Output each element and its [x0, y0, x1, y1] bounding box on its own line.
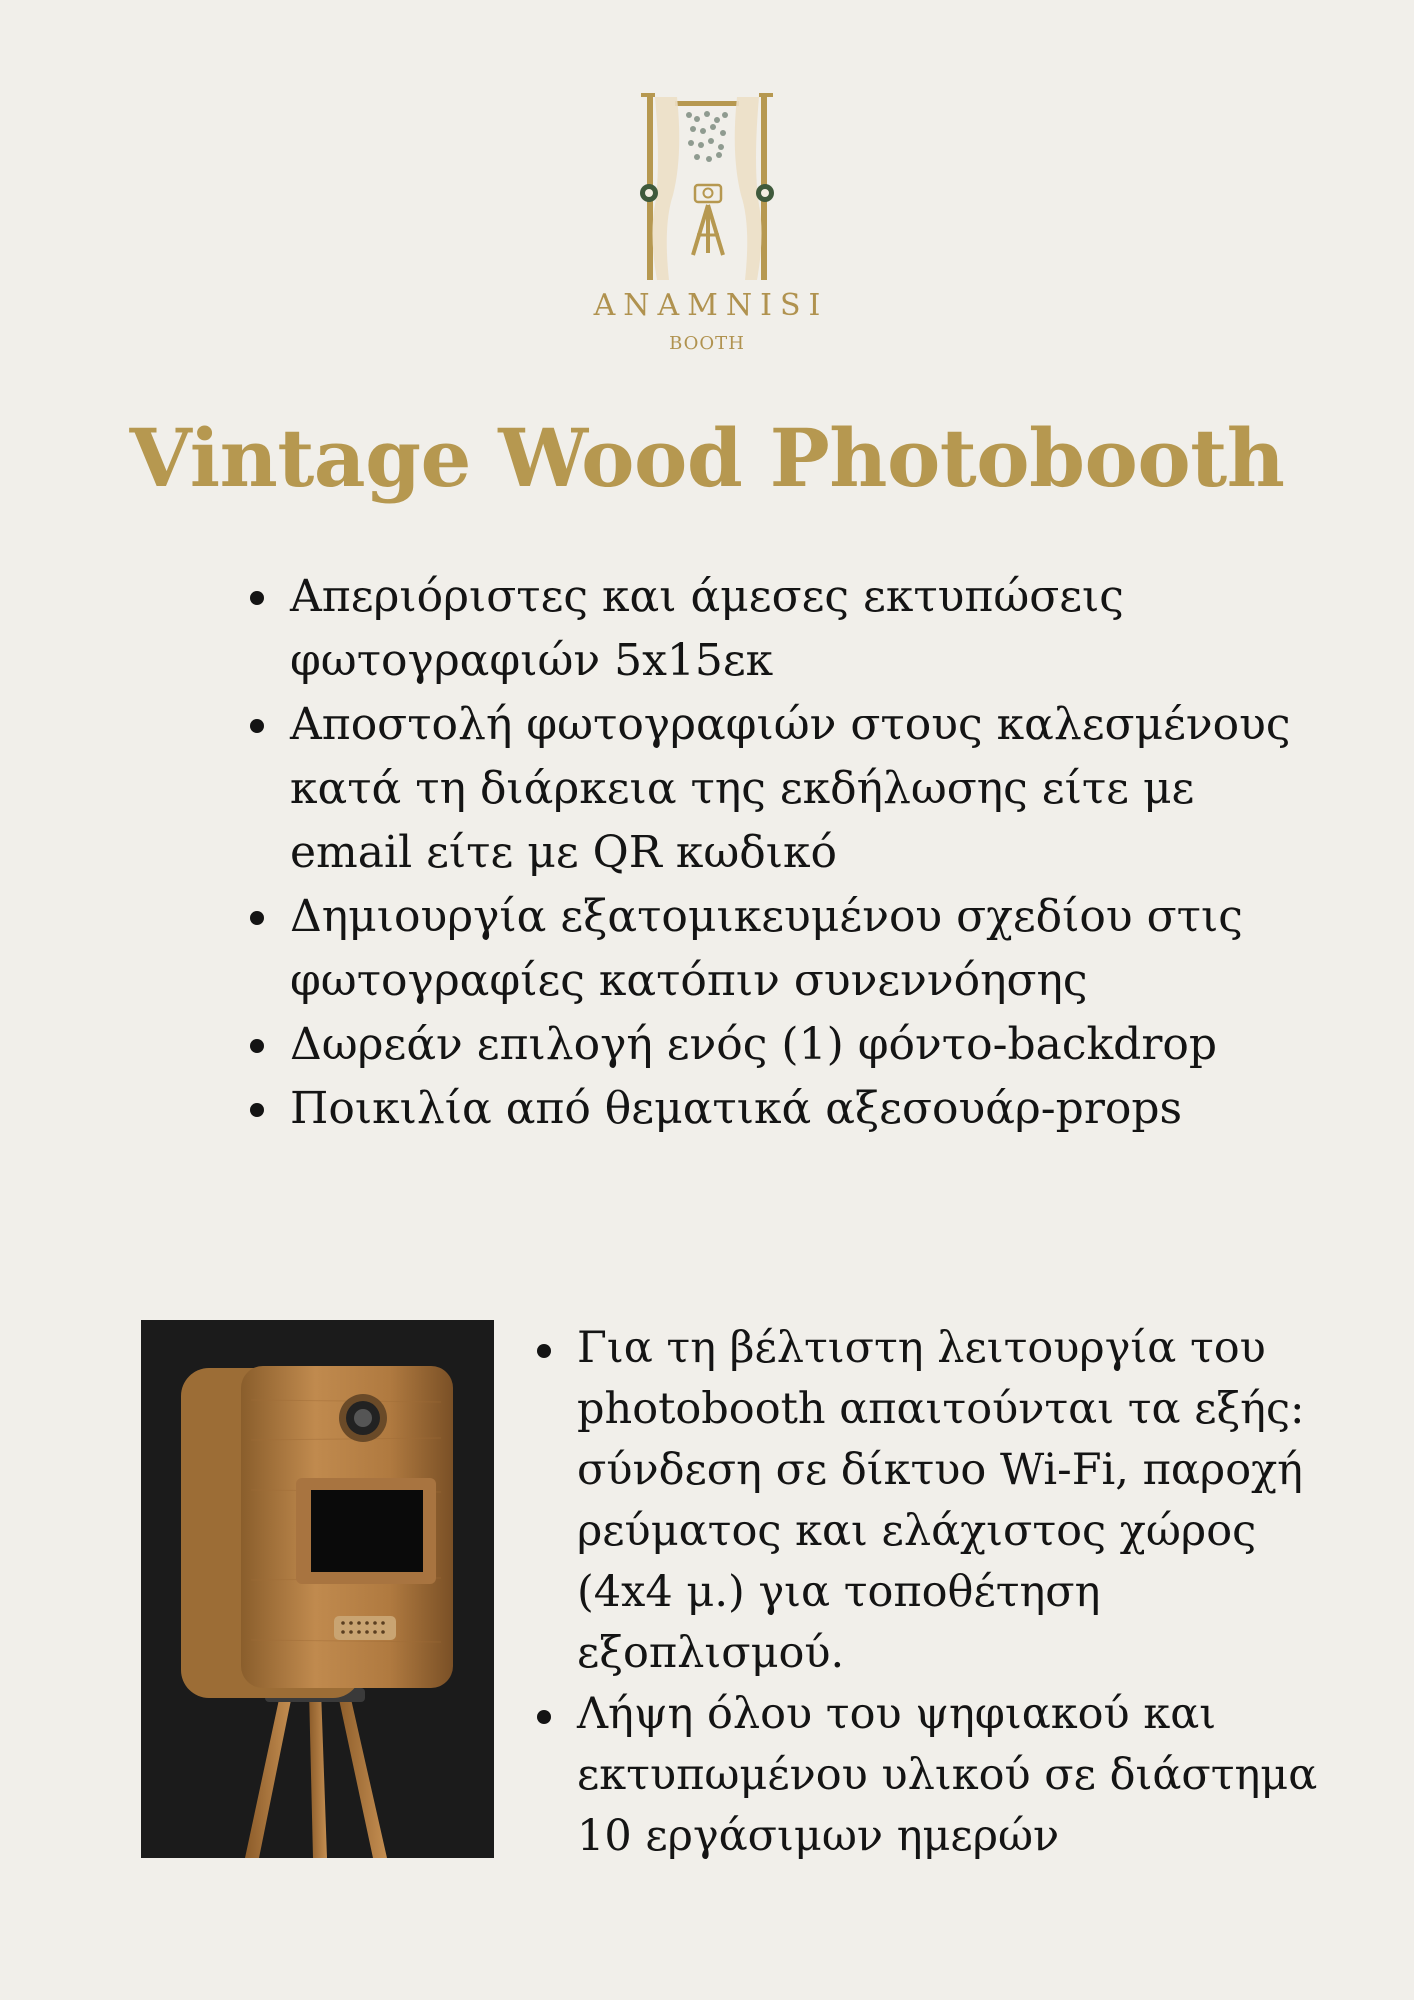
list-item: Δημιουργία εξατομικευμένου σχεδίου στις φωτογραφίες κατόπιν συνεννόησης: [290, 885, 1300, 1013]
requirements-list: [527, 1318, 1337, 1867]
page-title: Vintage Wood Photobooth: [129, 411, 1285, 505]
list-item: Λήψη όλου του ψηφιακού και εκτυπωμένου υλικού σε διάστημα 10 εργάσιμων ημερών: [577, 1684, 1337, 1867]
list-item: Ποικιλία από θεματικά αξεσουάρ-props: [290, 1077, 1300, 1141]
brand-name: ANAMNISI: [593, 288, 829, 323]
list-item: Απεριόριστες και άμεσες εκτυπώσεις φωτογραφιών 5x15εκ: [290, 565, 1300, 693]
list-item: Για τη βέλτιστη λειτουργία του photobooth απαιτούνται τα εξής: σύνδεση σε δίκτυο Wi-Fi, παροχή ρεύματος και ελάχιστος χώρος (4x4 μ.) για τοποθέτηση εξοπλισμού.: [577, 1318, 1337, 1684]
brand-logo: [567, 85, 847, 365]
photobooth-image: [141, 1320, 494, 1858]
brand-subtitle: BOOTH: [669, 333, 745, 354]
photobooth-frame-logo-icon: [597, 85, 817, 285]
list-item: Αποστολή φωτογραφιών στους καλεσμένους κατά τη διάρκεια της εκδήλωσης είτε με email είτε με QR κωδικό: [290, 693, 1300, 885]
list-item: Δωρεάν επιλογή ενός (1) φόντο-backdrop: [290, 1013, 1300, 1077]
features-list: [240, 565, 1300, 1141]
